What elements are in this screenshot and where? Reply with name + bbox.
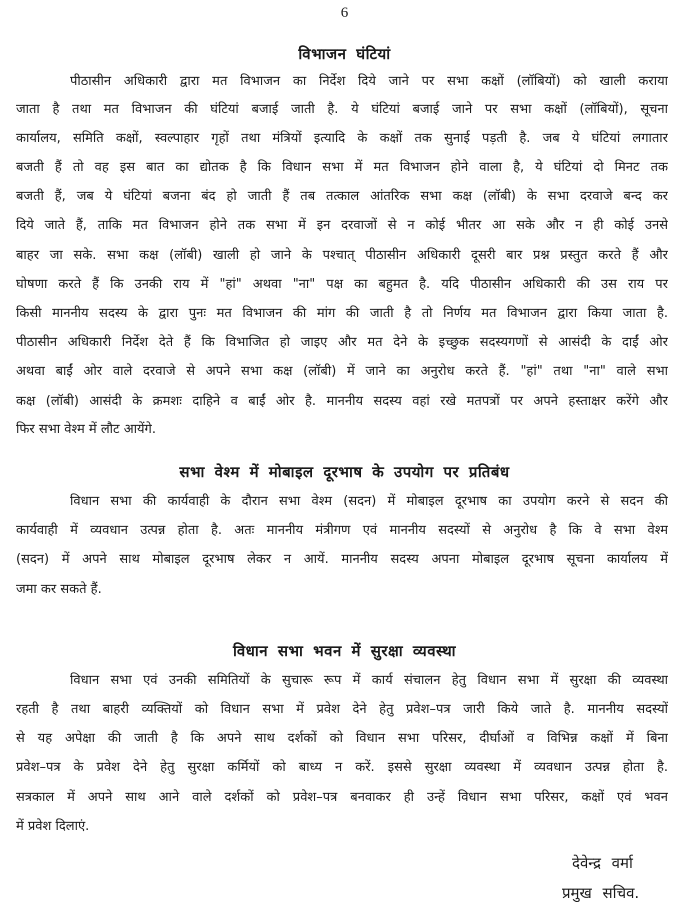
section-heading-mobile-phone-ban: सभा वेश्म में मोबाइल दूरभाष के उपयोग पर प्रतिबंध: [179, 463, 510, 481]
paragraph-line: पीठासीन अधिकारी निर्देश देते हैं कि विभाजित हो जाइए और मत देने के इच्छुक सदस्यगणों से आसंदी के दाईं ओर: [16, 335, 668, 350]
paragraph-line: बजती हैं तो वह इस बात का द्योतक है कि विधान सभा में मत विभाजन होने वाला है, ये घंटियां दो मिनट तक: [16, 160, 668, 175]
paragraph-line: सत्रकाल में अपने साथ आने वाले दर्शकों को प्रवेश–पत्र बनवाकर ही उन्हें विधान सभा परिसर, कक्षों एवं भवन: [16, 790, 668, 805]
paragraph-line: किसी माननीय सदस्य के द्वारा पुनः मत विभाजन की मांग की जाती है तो निर्णय मत विभाजन द्वारा किया जाता है.: [16, 306, 668, 321]
paragraph-line: कक्ष (लॉबी) आसंदी के क्रमशः दाहिने व बाईं ओर है. माननीय सदस्य वहां रखे मतपत्रों पर अपने हस्ताक्षर करेंगे और: [16, 394, 668, 409]
paragraph-line: जमा कर सकते हैं.: [16, 582, 102, 597]
paragraph-line: पीठासीन अधिकारी द्वारा मत विभाजन का निर्देश दिये जाने पर सभा कक्षों (लॉबियों) को खाली कराया: [70, 74, 668, 89]
paragraph-line: से यह अपेक्षा की जाती है कि अपने साथ दर्शकों को विधान सभा परिसर, दीर्घाओं व विभिन्न कक्षों में बिना: [16, 731, 668, 746]
paragraph-line: बजती हैं, जब ये घंटियां बजना बंद हो जाती हैं तब तत्काल आंतरिक सभा कक्ष (लॉबी) के सभा दरवाजे बन्द कर: [16, 189, 668, 204]
paragraph-line: कार्यवाही में व्यवधान उत्पन्न होता है. अतः माननीय मंत्रीगण एवं माननीय सदस्यों से अनुरोध है कि वे सभा वेश्म: [16, 523, 668, 538]
paragraph-line: दिये जाते हैं, ताकि मत विभाजन होने तक सभा में इन दरवाजों से न कोई भीतर आ सके और न ही कोई उनसे: [16, 218, 668, 233]
paragraph-line: घोषणा करते हैं कि उनकी राय में "हां" अथवा "ना" पक्ष का बहुमत है. यदि पीठासीन अधिकारी की उस राय पर: [16, 277, 668, 292]
paragraph-line: जाता है तथा मत विभाजन की घंटियां बजाई जाती है. ये घंटियां बजाई जाने पर सभा कक्षों (लॉबियों), सूचना: [16, 102, 668, 117]
paragraph-line: विधान सभा एवं उनकी समितियों के सुचारू रूप में कार्य संचालन हेतु विधान सभा में सुरक्षा की व्यवस्था: [70, 673, 668, 688]
paragraph-line: फिर सभा वेश्म में लौट आयेंगे.: [16, 422, 156, 437]
paragraph-line: (सदन) में अपने साथ मोबाइल दूरभाष लेकर न आयें. माननीय सदस्य अपना मोबाइल दूरभाष सूचना कार्यालय में: [16, 552, 668, 567]
section-heading-division-bells: विभाजन घंटियां: [298, 45, 391, 63]
paragraph-line: विधान सभा की कार्यवाही के दौरान सभा वेश्म (सदन) में मोबाइल दूरभाष का उपयोग करने से सदन की: [70, 494, 668, 509]
paragraph-line: रहती है तथा बाहरी व्यक्तियों को विधान सभा में प्रवेश देने हेतु प्रवेश–पत्र जारी किये जाते है. माननीय सदस्यों: [16, 702, 668, 717]
signatory-designation: प्रमुख सचिव.: [562, 884, 640, 902]
section-heading-security-arrangement: विधान सभा भवन में सुरक्षा व्यवस्था: [232, 642, 457, 660]
paragraph-line: प्रवेश–पत्र के प्रवेश देने हेतु सुरक्षा कर्मियों को बाध्य न करें. इससे सुरक्षा व्यवस्था में व्यवधान उत्पन्न होता है.: [16, 760, 668, 775]
signatory-name: देवेन्द्र वर्मा: [572, 854, 633, 872]
page-number: 6: [340, 5, 349, 21]
paragraph-line: में प्रवेश दिलाएं.: [16, 819, 90, 834]
paragraph-line: अथवा बाईं ओर वाले दरवाजे से अपने सभा कक्ष (लॉबी) में जाने का अनुरोध करते हैं. "हां" तथा "ना" वाले सभा: [16, 364, 668, 379]
paragraph-line: बाहर जा सके. सभा कक्ष (लॉबी) खाली हो जाने के पश्चात् पीठासीन अधिकारी दूसरी बार प्रश्न प्रस्तुत करते हैं और: [16, 248, 668, 263]
paragraph-line: कार्यालय, समिति कक्षों, स्वल्पाहार गृहों तथा मंत्रियों इत्यादि के कक्षों तक सुनाई पड़ती है. जब ये घंटियां लगातार: [16, 131, 668, 146]
